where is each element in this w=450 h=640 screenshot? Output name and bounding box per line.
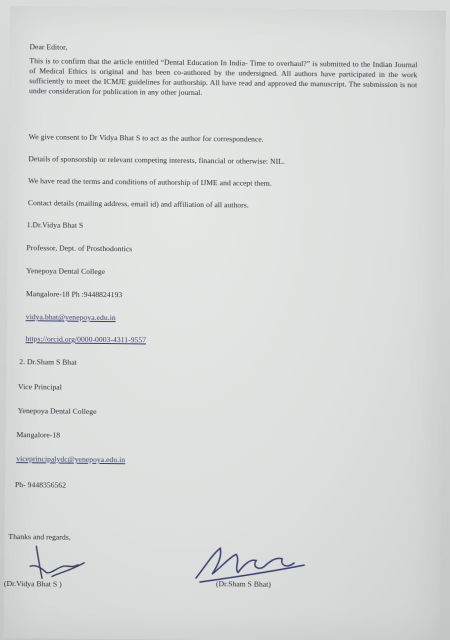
salutation: Dear Editor, [29, 42, 68, 52]
author-1-name: 1.Dr.Vidya Bhat S [26, 220, 84, 230]
terms-acceptance: We have read the terms and conditions of authorship of IJME and accept them. [28, 176, 272, 188]
signature-1-stroke [30, 546, 84, 579]
author-1-orcid-link[interactable]: https://orcid.org/0000-0003-4311-9557 [25, 334, 147, 345]
signature-1-label: (Dr.Vidya Bhat S ) [3, 578, 62, 589]
competing-interests: Details of sponsorship or relevant competing interests, financial or otherwise: NIL. [28, 154, 285, 166]
author-2-phone: Ph- 9448356562 [14, 480, 67, 490]
author-1-email-link[interactable]: vidya.bhat@yenepoya.edu.in [25, 312, 116, 323]
signature-2-stroke [196, 548, 304, 583]
correspondence-consent: We give consent to Dr Vidya Bhat S to act as the author for correspondence. [28, 132, 264, 144]
author-2-email-link[interactable]: viceprincipalydc@yenepoya.edu.in [16, 454, 126, 465]
author-1-institution: Yenepoya Dental College [26, 266, 106, 277]
author-1-title: Professor, Dept. of Prosthodontics [26, 243, 133, 254]
author-2-address: Mangalore-18 [16, 430, 61, 440]
contact-details-heading: Contact details (mailing address, email id) and affiliation of all authors. [27, 198, 249, 210]
author-2-name: 2. Dr.Sham S Bhat [19, 357, 77, 367]
author-2-title: Vice Principal [17, 382, 62, 392]
author-1-address-phone: Mangalore-18 Ph :9448824193 [25, 289, 123, 300]
author-2-institution: Yenepoya Dental College [17, 406, 97, 416]
confirmation-paragraph: This is to confirm that the article entitled “Dental Education In India- Time to overhaul?” is submitted to the Indian Journal of Medical Ethics is original and has been co-authored by the undersigned. All authors have participated in the work sufficiently to meet the ICMJE guidelines for authorship. All have read and approved the manuscript. The submission is not under consideration for publication in any other journal. [29, 56, 418, 98]
signature-1-image [16, 538, 98, 585]
closing-regards: Thanks and regards, [8, 532, 71, 542]
signature-2-label: (Dr.Sham S Bhat) [215, 579, 272, 589]
letter-page [3, 6, 446, 640]
